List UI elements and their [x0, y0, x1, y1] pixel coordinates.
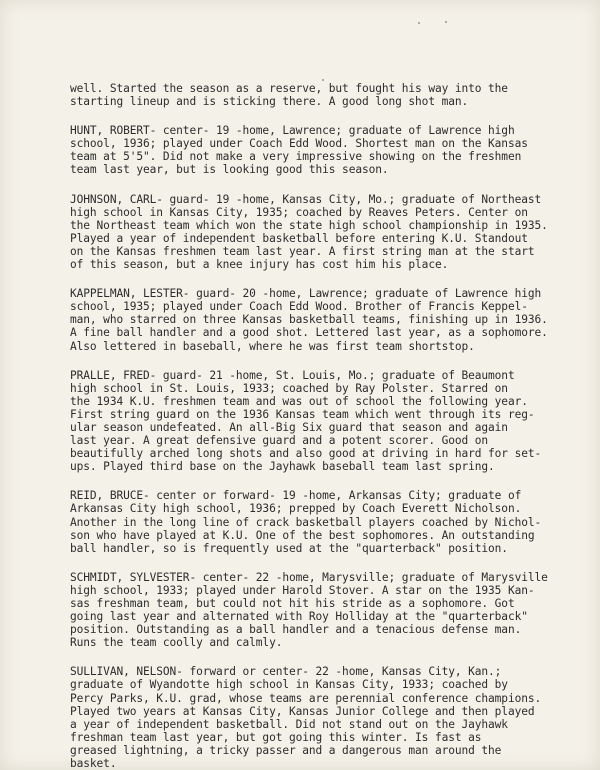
paper-speck [322, 79, 324, 81]
paragraph-sullivan: SULLIVAN, NELSON- forward or center- 22 -home, Kansas City, Kan.; graduate of Wyandotte high school in Kansas City, 1933; coached by Percy Parks, K.U. grad, whose teams are perennial conference champions. Played two years at Kansas City, Kansas Junior College and then played a year of independent basketball. Did not stand out on the Jayhawk freshman team last year, but got going this winter. Is fast as greased lightning, a tricky passer and a dangerous man around the basket. [70, 665, 542, 770]
paragraph-kappelman: KAPPELMAN, LESTER- guard- 20 -home, Lawrence; graduate of Lawrence high school, 1935; played under Coach Edd Wood. Brother of Francis Keppel- man, who starred on three Kansas basketball teams, finishing up in 1936. A fine ball handler and a good shot. Lettered last year, as a sophomore. Also lettered in baseball, where he was first team shortstop. [70, 287, 548, 353]
document-body [70, 82, 558, 770]
paragraph-pralle: PRALLE, FRED- guard- 21 -home, St. Louis, Mo.; graduate of Beaumont high school in St. Louis, 1933; coached by Ray Polster. Starred on the 1934 K.U. freshmen team and was out of school the following year. First string guard on the 1936 Kansas team which went through its reg- ular season undefeated. An all-Big Six guard that season and again last year. A great defensive guard and a potent scorer. Good on beautifully arched long shots and also good at driving in hard for set- ups. Played third base on the Jayhawk baseball team last spring. [70, 368, 542, 474]
paragraph-continuation: well. Started the season as a reserve, but fought his way into the starting lineup and is sticking there. A good long shot man. [70, 82, 508, 109]
paragraph-hunt: HUNT, ROBERT- center- 19 -home, Lawrence; graduate of Lawrence high school, 1936; played under Coach Edd Wood. Shortest man on the Kansas team at 5'5". Did not make a very impressive showing on the freshmen team last year, but is looking good this season. [70, 124, 528, 177]
paragraph-schmidt: SCHMIDT, SYLVESTER- center- 22 -home, Marysville; graduate of Marysville high school, 1933; played under Harold Stover. A star on the 1935 Kan- sas freshman team, but could not hit his stride as a sophomore. Got going last year and alternated with Roy Holliday at the "quarterback" position. Outstanding as a ball handler and a tenacious defense man. Runs the team coolly and calmly. [70, 570, 548, 650]
paragraph-johnson: JOHNSON, CARL- guard- 19 -home, Kansas City, Mo.; graduate of Northeast high school in Kansas City, 1935; coached by Reaves Peters. Center on the Northeast team which won the state high school championship in 1935. Played a year of independent basketball before entering K.U. Standout on the Kansas freshmen team last year. A first string man at the start of this season, but a knee injury has cost him his place. [70, 192, 548, 272]
paragraph-reid: REID, BRUCE- center or forward- 19 -home, Arkansas City; graduate of Arkansas City high school, 1936; prepped by Coach Everett Nicholson. Another in the long line of crack basketball players coached by Nichol- son who have played at K.U. One of the best sophomores. An outstanding ball handler, so is frequently used at the "quarterback" position. [70, 489, 542, 555]
paper-speck [418, 22, 420, 24]
paper-speck [445, 21, 447, 23]
